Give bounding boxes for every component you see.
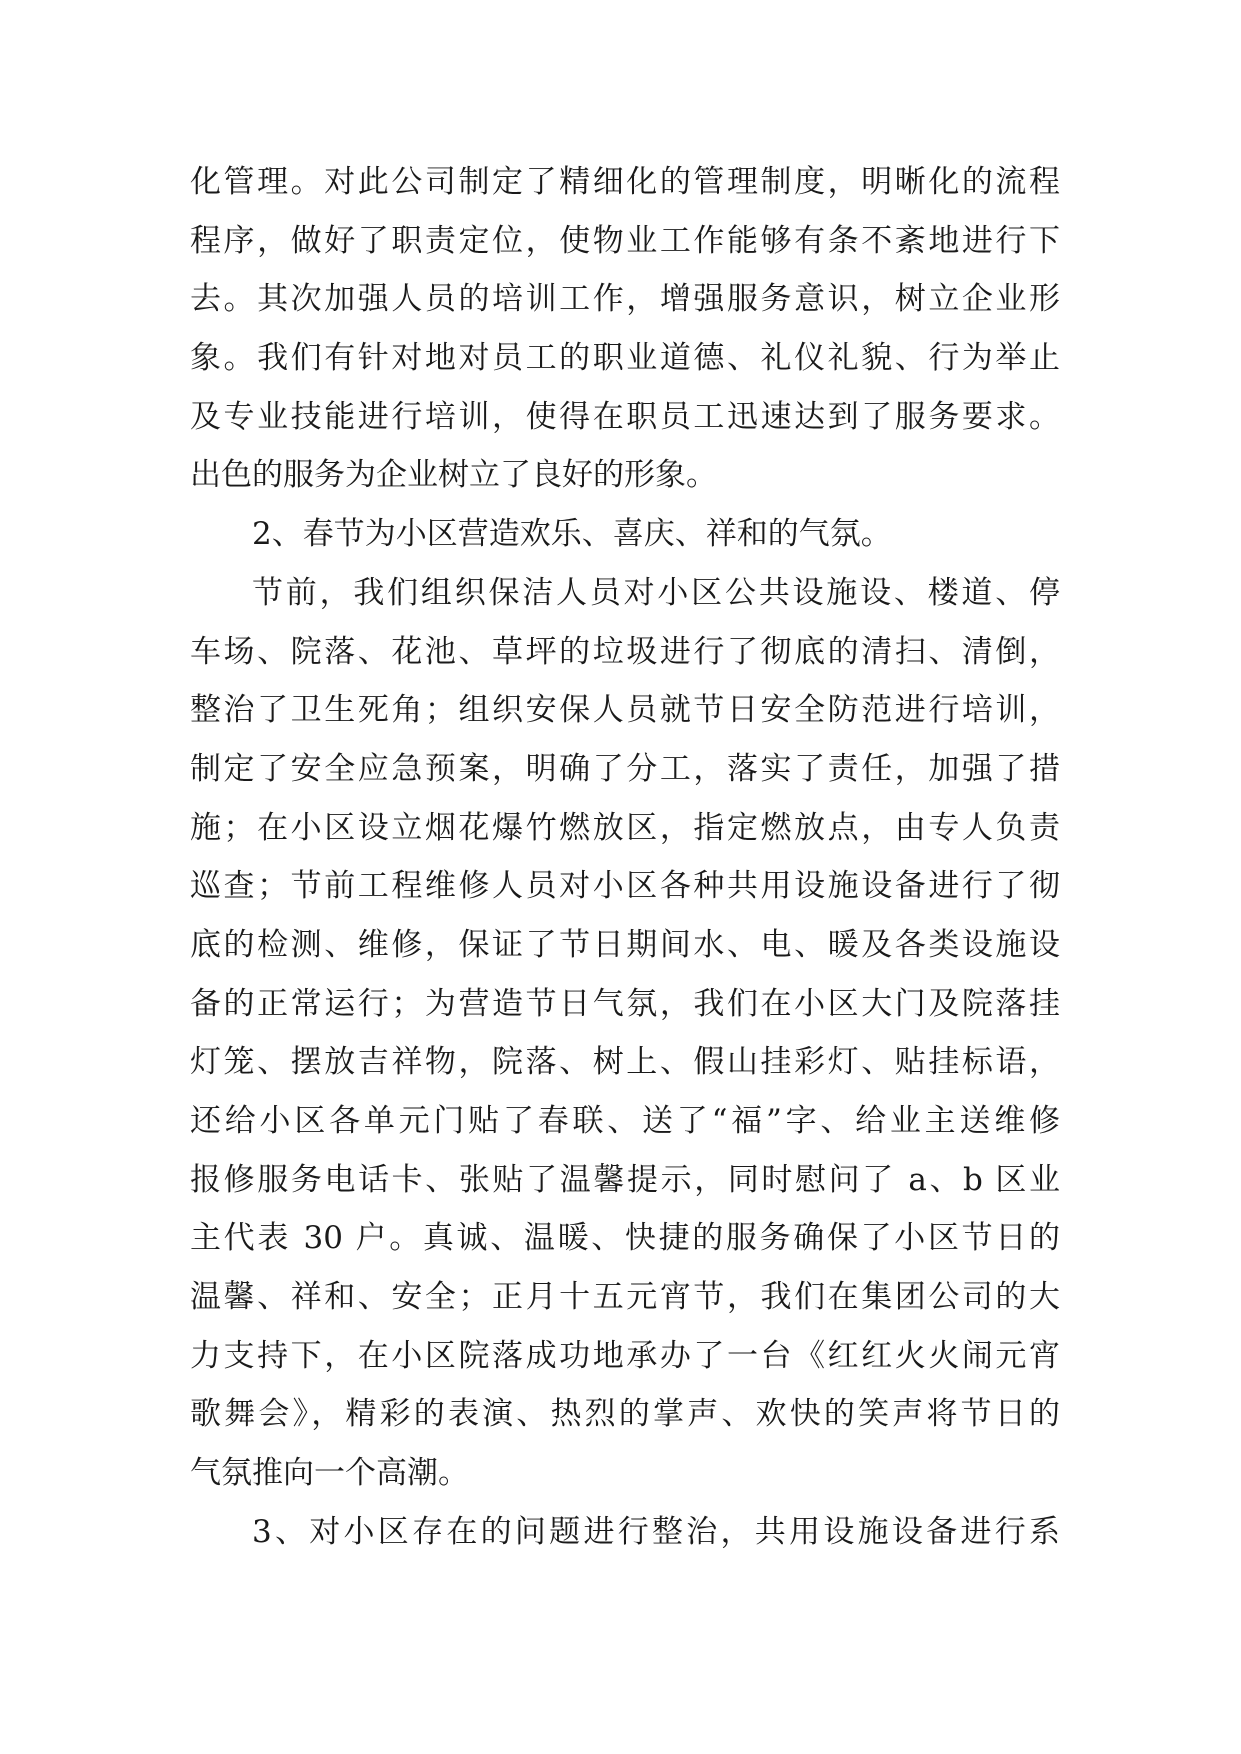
- text-line: 还给小区各单元门贴了春联、送了“福”字、给业主送维修: [190, 1103, 1060, 1139]
- text-line: 及专业技能进行培训，使得在职员工迅速达到了服务要求。: [190, 398, 1060, 435]
- text-line: 巡查；节前工程维修人员对小区各种共用设施设备进行了彻: [190, 868, 1060, 905]
- text-line: 程序，做好了职责定位，使物业工作能够有条不紊地进行下: [190, 222, 1060, 259]
- text-line: 施；在小区设立烟花爆竹燃放区，指定燃放点，由专人负责: [190, 809, 1060, 846]
- text-line: 车场、院落、花池、草坪的垃圾进行了彻底的清扫、清倒，: [190, 633, 1060, 670]
- text-line: 底的检测、维修，保证了节日期间水、电、暖及各类设施设: [190, 926, 1060, 963]
- text-line: 气氛推向一个高潮。: [190, 1455, 469, 1492]
- text-line: 主代表 30 户。真诚、温暖、快捷的服务确保了小区节日的: [190, 1220, 1060, 1257]
- text-line: 出色的服务为企业树立了良好的形象。: [190, 457, 717, 494]
- text-line: 制定了安全应急预案，明确了分工，落实了责任，加强了措: [190, 750, 1060, 787]
- text-line: 化管理。对此公司制定了精细化的管理制度，明晰化的流程: [190, 164, 1060, 200]
- text-line: 温馨、祥和、安全；正月十五元宵节，我们在集团公司的大: [190, 1279, 1060, 1316]
- paragraph-first-line: 节前，我们组织保洁人员对小区公共设施设、楼道、停: [252, 574, 1060, 611]
- text-line: 象。我们有针对地对员工的职业道德、礼仪礼貌、行为举止: [190, 340, 1060, 377]
- text-line: 歌舞会》，精彩的表演、热烈的掌声、欢快的笑声将节日的: [190, 1396, 1060, 1433]
- text-line: 备的正常运行；为营造节日气氛，我们在小区大门及院落挂: [190, 985, 1060, 1022]
- text-line: 报修服务电话卡、张贴了温馨提示，同时慰问了 a、b 区业: [190, 1161, 1060, 1198]
- section-heading: 2、春节为小区营造欢乐、喜庆、祥和的气氛。: [252, 516, 892, 553]
- body-text: [190, 153, 1060, 1562]
- section-heading: 3、对小区存在的问题进行整治，共用设施设备进行系: [252, 1513, 1060, 1550]
- text-line: 整治了卫生死角；组织安保人员就节日安全防范进行培训，: [190, 692, 1060, 729]
- text-line: 灯笼、摆放吉祥物，院落、树上、假山挂彩灯、贴挂标语，: [190, 1044, 1060, 1081]
- text-line: 去。其次加强人员的培训工作，增强服务意识，树立企业形: [190, 281, 1060, 318]
- text-line: 力支持下，在小区院落成功地承办了一台《红红火火闹元宵: [190, 1337, 1060, 1374]
